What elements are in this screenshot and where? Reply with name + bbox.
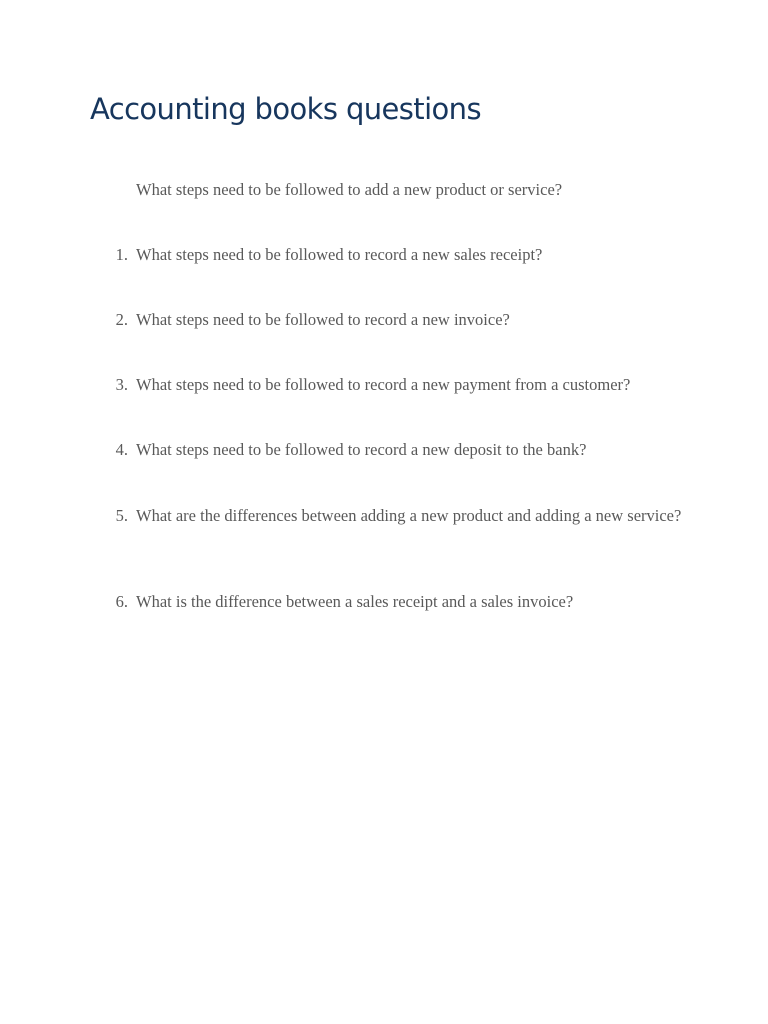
question-text: What steps need to be followed to record a new deposit to the bank? <box>136 440 587 459</box>
question-text: What is the difference between a sales receipt and a sales invoice? <box>136 592 574 611</box>
question-text: What steps need to be followed to record a new sales receipt? <box>136 245 543 264</box>
question-text: What steps need to be followed to record a new invoice? <box>136 310 510 329</box>
question-text: What steps need to be followed to add a new product or service? <box>136 180 563 199</box>
question-number: 5. <box>115 506 128 525</box>
question-text: What steps need to be followed to record a new payment from a customer? <box>136 375 631 394</box>
question-text: What are the differences between adding a new product and adding a new service? <box>136 506 682 525</box>
page-title: Accounting books questions <box>90 92 481 126</box>
question-number: 2. <box>115 310 128 329</box>
question-number: 1. <box>115 245 128 264</box>
question-number: 3. <box>115 375 128 394</box>
question-number: 4. <box>115 440 128 459</box>
question-number: 6. <box>115 592 128 611</box>
